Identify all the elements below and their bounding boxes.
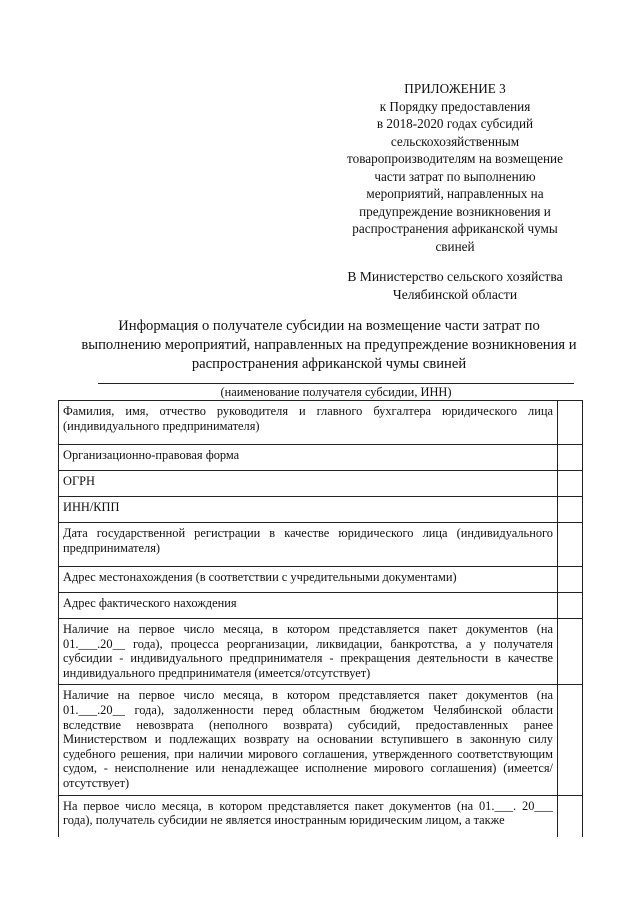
- row-label: Фамилия, имя, отчество руководителя и главного бухгалтера юридического лица (индивидуального предпринимателя): [59, 401, 558, 445]
- row-value-cell[interactable]: [558, 685, 583, 795]
- appendix-title: ПРИЛОЖЕНИЕ 3: [404, 81, 506, 96]
- row-label: Наличие на первое число месяца, в котором представляется пакет документов (на 01.___.20__ года), процесса реорганизации, ликвидации, банкротства, а у получателя субсидии - индивидуального предпринимателя - прекращения деятельности в качестве индивидуального предпринимателя (имеется/отсутствует): [59, 619, 558, 685]
- row-label: ОГРН: [59, 471, 558, 497]
- row-label: Дата государственной регистрации в качестве юридического лица (индивидуального предпринимателя): [59, 523, 558, 567]
- appendix-line: мероприятий, направленных на: [366, 186, 544, 201]
- row-value-cell[interactable]: [558, 567, 583, 593]
- recipient-caption: (наименование получателя субсидии, ИНН): [220, 385, 452, 399]
- row-label: Наличие на первое число месяца, в котором представляется пакет документов (на 01.___.20__ года), задолженности перед областным бюджетом Челябинской области вследствие невозврата (неполного возврата) субсидий, предоставленных ранее Министерством и подлежащих возврату на основании вступившего в законную силу судебного решения, при наличии мирового соглашения, утвержденного соответствующим судом, - неисполнение или ненадлежащее исполнение мирового соглашения) (имеется/отсутствует): [59, 685, 558, 795]
- recipient-info-table: [58, 400, 583, 837]
- table-row: [59, 619, 583, 685]
- row-label: Адрес местонахождения (в соответствии с учредительными документами): [59, 567, 558, 593]
- row-label: Организационно-правовая форма: [59, 445, 558, 471]
- appendix-line: в 2018-2020 годах субсидий: [376, 116, 534, 131]
- table-row: [59, 685, 583, 795]
- heading-line: распространения африканской чумы свиней: [191, 356, 467, 372]
- appendix-line: предупреждение возникновения и: [359, 203, 551, 219]
- row-value-cell[interactable]: [558, 523, 583, 567]
- addressee-line: Челябинской области: [392, 287, 518, 302]
- table-row: [59, 401, 583, 445]
- document-heading: [40, 317, 618, 374]
- row-value-cell[interactable]: [558, 445, 583, 471]
- row-label: На первое число месяца, в котором представляется пакет документов (на 01.___. 20___ года), получатель субсидии не является иностранным юридическим лицом, а также: [59, 795, 558, 837]
- heading-line: выполнению мероприятий, направленных на предупреждение возникновения и: [81, 337, 577, 353]
- recipient-name-line[interactable]: [98, 383, 574, 384]
- appendix-line: свиней: [435, 238, 475, 254]
- addressee-line: В Министерство сельского хозяйства: [347, 269, 563, 284]
- appendix-block: [300, 80, 610, 255]
- row-value-cell[interactable]: [558, 471, 583, 497]
- table-row: [59, 567, 583, 593]
- row-value-cell[interactable]: [558, 401, 583, 445]
- table-row: [59, 471, 583, 497]
- row-value-cell[interactable]: [558, 497, 583, 523]
- appendix-line: распространения африканской чумы: [352, 221, 558, 236]
- appendix-line: товаропроизводителям на возмещение: [347, 151, 563, 166]
- heading-line: Информация о получателе субсидии на возмещение части затрат по: [118, 318, 540, 334]
- addressee-block: [300, 268, 610, 304]
- row-value-cell[interactable]: [558, 795, 583, 837]
- row-label: Адрес фактического нахождения: [59, 593, 558, 619]
- row-value-cell[interactable]: [558, 619, 583, 685]
- appendix-line: к Порядку предоставления: [379, 98, 531, 114]
- appendix-line: части затрат по выполнению: [374, 168, 536, 184]
- table-row: [59, 523, 583, 567]
- row-value-cell[interactable]: [558, 593, 583, 619]
- table-row: [59, 497, 583, 523]
- appendix-line: сельскохозяйственным: [390, 133, 520, 149]
- row-label: ИНН/КПП: [59, 497, 558, 523]
- table-row: [59, 795, 583, 837]
- table-row: [59, 593, 583, 619]
- table-row: [59, 445, 583, 471]
